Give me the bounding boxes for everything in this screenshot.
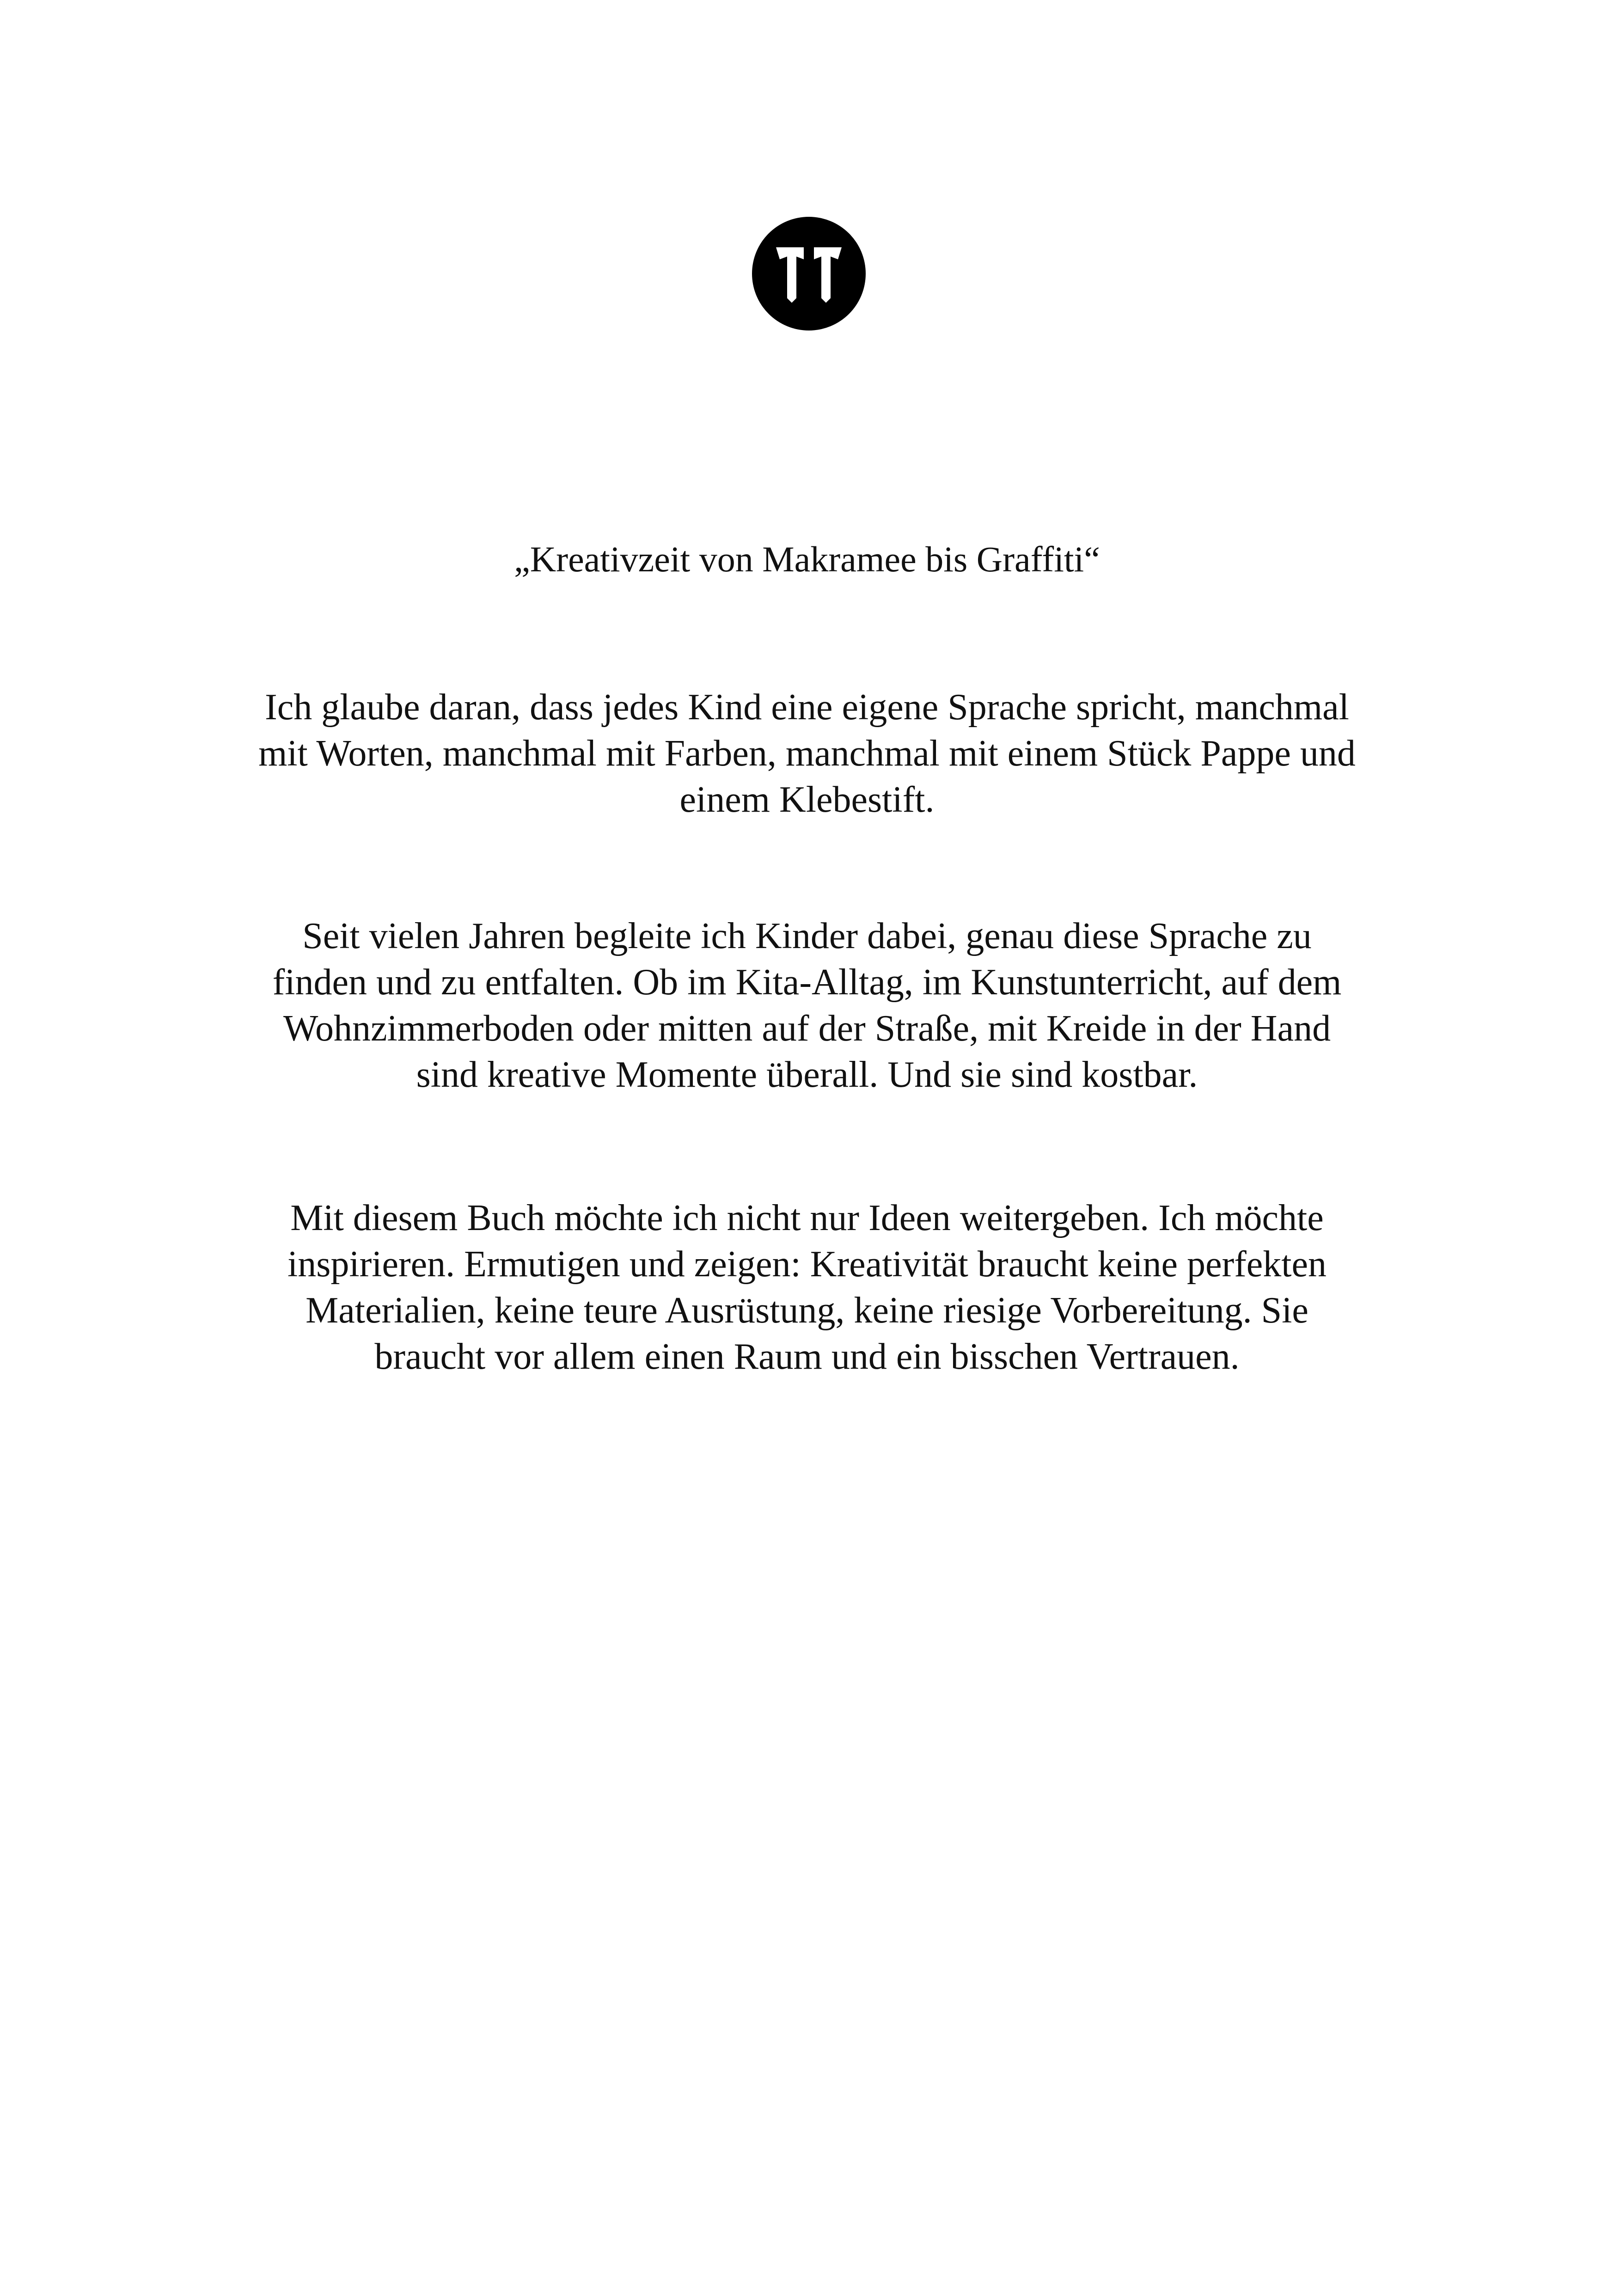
paragraph-line: einem Klebestift.	[679, 779, 935, 820]
paragraph-line: mit Worten, manchmal mit Farben, manchmal mit einem Stück Pappe und	[258, 733, 1356, 774]
paragraph-line: Wohnzimmerboden oder mitten auf der Straße, mit Kreide in der Hand	[283, 1008, 1331, 1049]
paragraph-line: braucht vor allem einen Raum und ein bisschen Vertrauen.	[374, 1336, 1240, 1377]
page-title: „Kreativzeit von Makramee bis Graffiti“	[514, 539, 1100, 579]
paragraph-line: Mit diesem Buch möchte ich nicht nur Ideen weitergeben. Ich möchte	[290, 1198, 1324, 1238]
paragraph-line: Seit vielen Jahren begleite ich Kinder dabei, genau diese Sprache zu	[302, 916, 1312, 956]
paragraph-line: Materialien, keine teure Ausrüstung, keine riesige Vorbereitung. Sie	[306, 1290, 1308, 1331]
tt-monogram-logo-icon	[752, 217, 866, 331]
paragraph-line: inspirieren. Ermutigen und zeigen: Kreativität braucht keine perfekten	[287, 1244, 1327, 1285]
paragraph-line: finden und zu entfalten. Ob im Kita-Alltag, im Kunstunterricht, auf dem	[272, 962, 1342, 1003]
paragraph-line: sind kreative Momente überall. Und sie sind kostbar.	[416, 1054, 1198, 1095]
paragraph-3	[137, 1195, 1477, 1380]
paragraph-line: Ich glaube daran, dass jedes Kind eine eigene Sprache spricht, manchmal	[265, 687, 1349, 728]
paragraph-2	[137, 913, 1477, 1098]
paragraph-1	[137, 684, 1477, 823]
